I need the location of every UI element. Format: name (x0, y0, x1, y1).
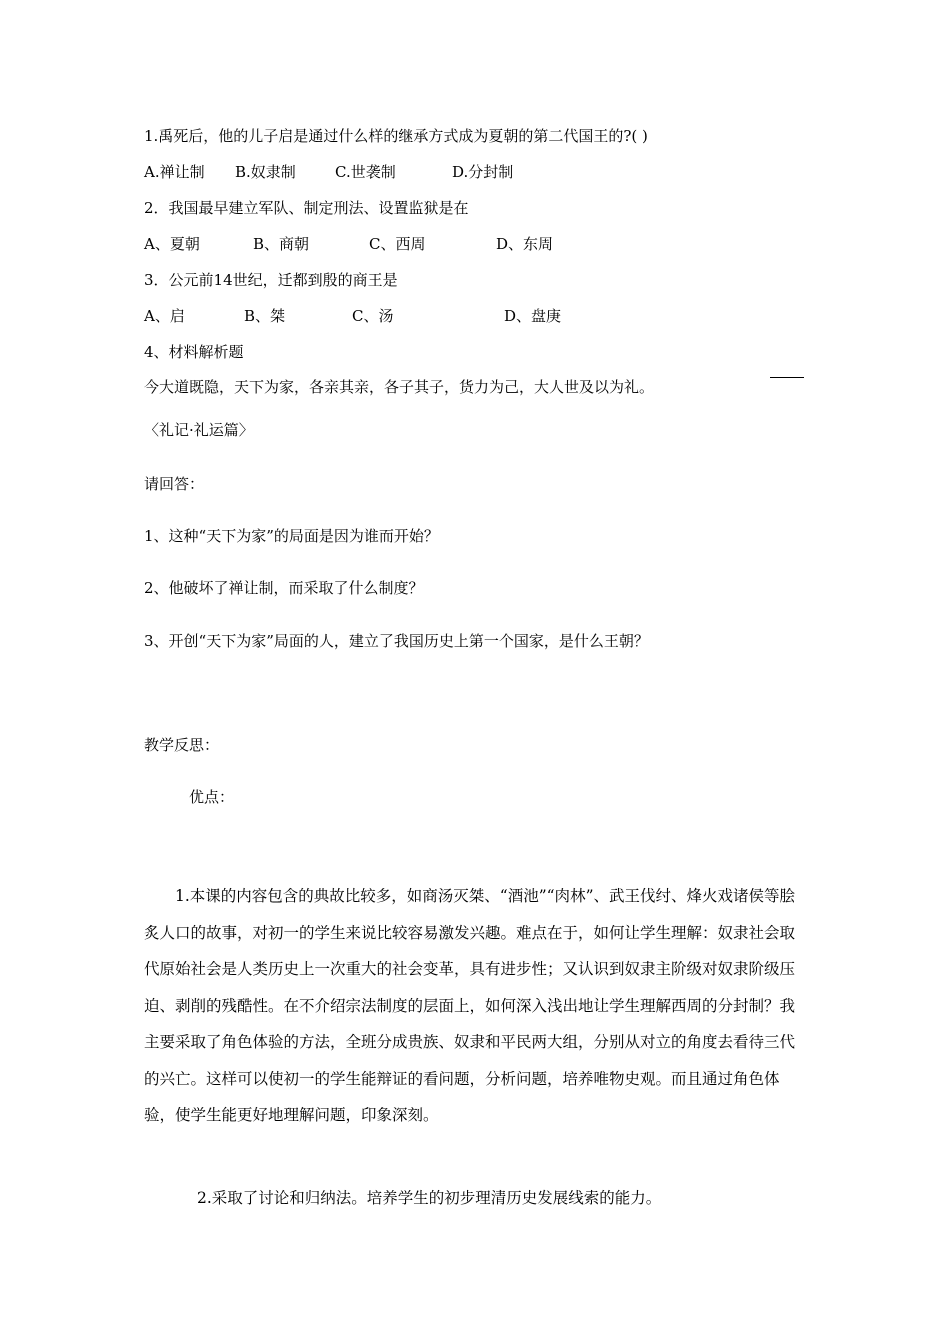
material-heading: 4、材料解析题 (144, 343, 244, 361)
question-2-option-c: C、西周 (369, 235, 426, 253)
question-1-option-a: A.禅让制 (144, 163, 205, 181)
question-3-option-b: B、桀 (244, 307, 286, 325)
question-2-option-d: D、东周 (496, 235, 554, 253)
question-1-option-b: B.奴隶制 (235, 163, 296, 181)
material-source: 〈礼记·礼运篇〉 (144, 421, 254, 439)
question-1-option-d: D.分封制 (452, 163, 514, 181)
question-1-option-c: C.世袭制 (335, 163, 396, 181)
question-2-option-a: A、夏朝 (144, 235, 200, 253)
reflection-point-2: 2.采取了讨论和归纳法。培养学生的初步理清历史发展线索的能力。 (197, 1189, 662, 1207)
question-3-stem: 3．公元前14世纪，迁都到殷的商王是 (144, 271, 398, 289)
material-quote: 今大道既隐，天下为家，各亲其亲，各子其子，货力为己，大人世及以为礼。 (144, 378, 655, 396)
sub-question-3: 3、开创“天下为家”局面的人，建立了我国历史上第一个国家，是什么王朝？ (144, 632, 649, 650)
answer-prompt: 请回答： (144, 475, 205, 493)
merits-label: 优点： (189, 788, 235, 806)
sub-question-2: 2、他破坏了禅让制，而采取了什么制度？ (144, 579, 424, 597)
sub-question-1: 1、这种“天下为家”的局面是因为谁而开始？ (144, 527, 439, 545)
reflection-heading: 教学反思： (144, 736, 220, 754)
question-3-option-a: A、启 (144, 307, 185, 325)
reflection-point-1: 1.本课的内容包含的典故比较多，如商汤灭桀、“酒池”“肉林”、武王伐纣、烽火戏诸侯等脍炙人口的故事，对初一的学生来说比较容易激发兴趣。难点在于，如何让学生理解：奴隶社会取代原始社会是人类历史上一次重大的社会变革，具有进步性；又认识到奴隶主阶级对奴隶阶级压迫、剥削的残酷性。在不介绍宗法制度的层面上，如何深入浅出地让学生理解西周的分封制？我主要采取了角色体验的方法，全班分成贵族、奴隶和平民两大组，分别从对立的角度去看待三代的兴亡。这样可以使初一的学生能辩证的看问题，分析问题，培养唯物史观。而且通过角色体验，使学生能更好地理解问题，印象深刻。 (144, 887, 796, 1124)
question-3-option-c: C、汤 (352, 307, 394, 325)
question-3-option-d: D、盘庚 (504, 307, 562, 325)
question-2-stem: 2．我国最早建立军队、制定刑法、设置监狱是在 (144, 199, 469, 217)
question-2-option-b: B、商朝 (253, 235, 310, 253)
attribution-dash (770, 377, 804, 378)
question-1-stem: 1.禹死后，他的儿子启是通过什么样的继承方式成为夏朝的第二代国王的?( ) (144, 127, 648, 145)
